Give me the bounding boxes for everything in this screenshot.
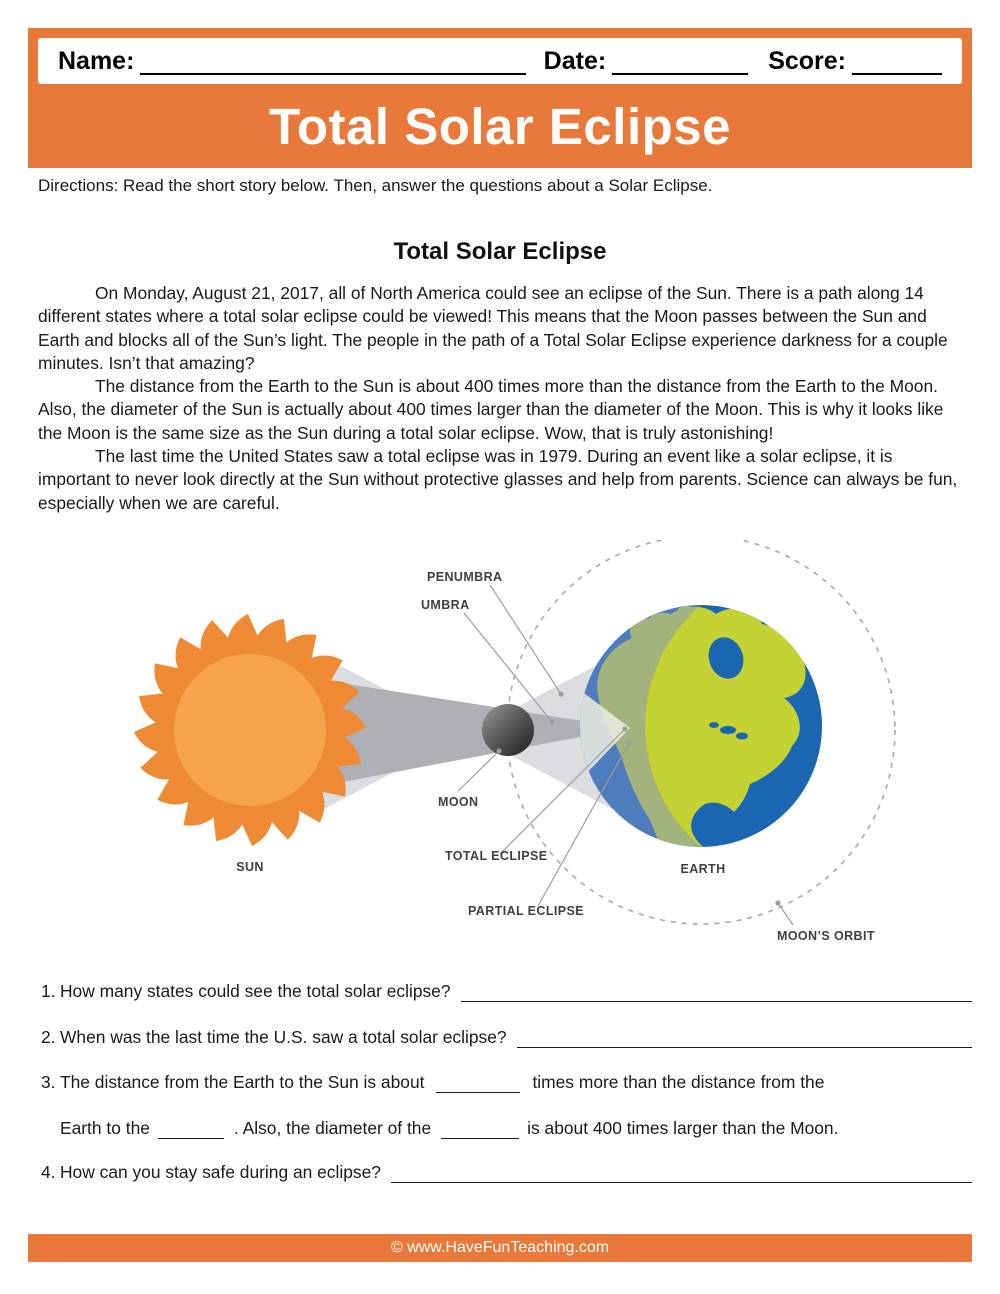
question-4-answer-blank[interactable] <box>391 1161 972 1183</box>
moon-illustration <box>482 704 534 756</box>
question-2-number: 2. <box>41 1027 56 1047</box>
sun-body <box>174 654 326 806</box>
worksheet-title: Total Solar Eclipse <box>268 97 732 155</box>
penumbra-label: PENUMBRA <box>427 570 503 584</box>
question-3-part-4: . Also, the diameter of the <box>233 1118 432 1138</box>
question-1-answer-blank[interactable] <box>461 980 972 1002</box>
umbra-label: UMBRA <box>421 598 470 612</box>
story-heading: Total Solar Eclipse <box>393 238 607 265</box>
question-4 <box>41 1161 972 1183</box>
question-3-part-5: is about 400 times larger than the Moon. <box>527 1118 839 1138</box>
name-label: Name: <box>58 46 135 75</box>
date-label: Date: <box>543 46 607 75</box>
date-blank[interactable] <box>612 47 748 75</box>
earth-illustration <box>580 598 822 890</box>
moon-label: MOON <box>438 795 479 809</box>
score-label: Score: <box>768 46 846 75</box>
sun-illustration <box>132 612 367 847</box>
story-paragraph-1: On Monday, August 21, 2017, all of North America could see an eclipse of the Sun. There is a path along 14 different states where a total solar eclipse could be viewed! This means that the Moon passes between the Sun and Earth and blocks all of the Sun’s light. The people in the path of a Total Solar Eclipse experience darkness for a couple minutes. Isn’t that amazing? <box>38 283 948 373</box>
question-1-text: How many states could see the total solar eclipse? <box>60 981 451 1001</box>
question-4-text: How can you stay safe during an eclipse? <box>60 1162 381 1182</box>
earth-label: EARTH <box>680 862 726 876</box>
question-3-blank-2[interactable] <box>158 1117 224 1139</box>
eclipse-diagram <box>0 540 1000 965</box>
name-date-score-box <box>38 38 962 84</box>
score-blank[interactable] <box>852 47 942 75</box>
copyright-text: © www.HaveFunTeaching.com <box>390 1239 610 1256</box>
question-3-number: 3. <box>41 1072 56 1092</box>
question-3-blank-1[interactable] <box>436 1071 520 1093</box>
question-3-part-1: The distance from the Earth to the Sun is about <box>60 1072 425 1092</box>
story-body <box>38 282 962 515</box>
partial-eclipse-label: PARTIAL ECLIPSE <box>468 904 584 918</box>
sun-label: SUN <box>236 860 264 874</box>
footer-bar <box>28 1234 972 1262</box>
directions-text: Directions: Read the short story below. Then, answer the questions about a Solar Eclipse. <box>38 176 713 195</box>
header-band <box>28 28 972 168</box>
great-lakes <box>720 726 736 734</box>
question-1-number: 1. <box>41 981 56 1001</box>
question-2-text: When was the last time the U.S. saw a total solar eclipse? <box>60 1027 507 1047</box>
question-2-answer-blank[interactable] <box>517 1026 972 1048</box>
question-3-part-3: Earth to the <box>60 1118 150 1138</box>
question-3-blank-3[interactable] <box>441 1117 519 1139</box>
story-paragraph-3: The last time the United States saw a total eclipse was in 1979. During an event like a solar eclipse, it is important to never look directly at the Sun without protective glasses and help from parents. Science can always be fun, especially when we are careful. <box>38 446 958 513</box>
question-4-number: 4. <box>41 1162 56 1182</box>
moons-orbit-label: MOON’S ORBIT <box>777 929 875 943</box>
question-2 <box>41 1026 972 1048</box>
question-3-line-2 <box>60 1117 972 1139</box>
question-1 <box>41 980 972 1002</box>
question-3-part-2: times more than the distance from the <box>532 1072 825 1092</box>
name-blank[interactable] <box>140 47 525 75</box>
question-3-line-1 <box>41 1071 972 1093</box>
story-paragraph-2: The distance from the Earth to the Sun is about 400 times more than the distance from the Earth to the Moon. Also, the diameter of the Sun is actually about 400 times larger than the diameter of the Moon. This is why it looks like the Moon is the same size as the Sun during a total solar eclipse. Wow, that is truly astonishing! <box>38 376 944 443</box>
total-eclipse-label: TOTAL ECLIPSE <box>445 849 548 863</box>
